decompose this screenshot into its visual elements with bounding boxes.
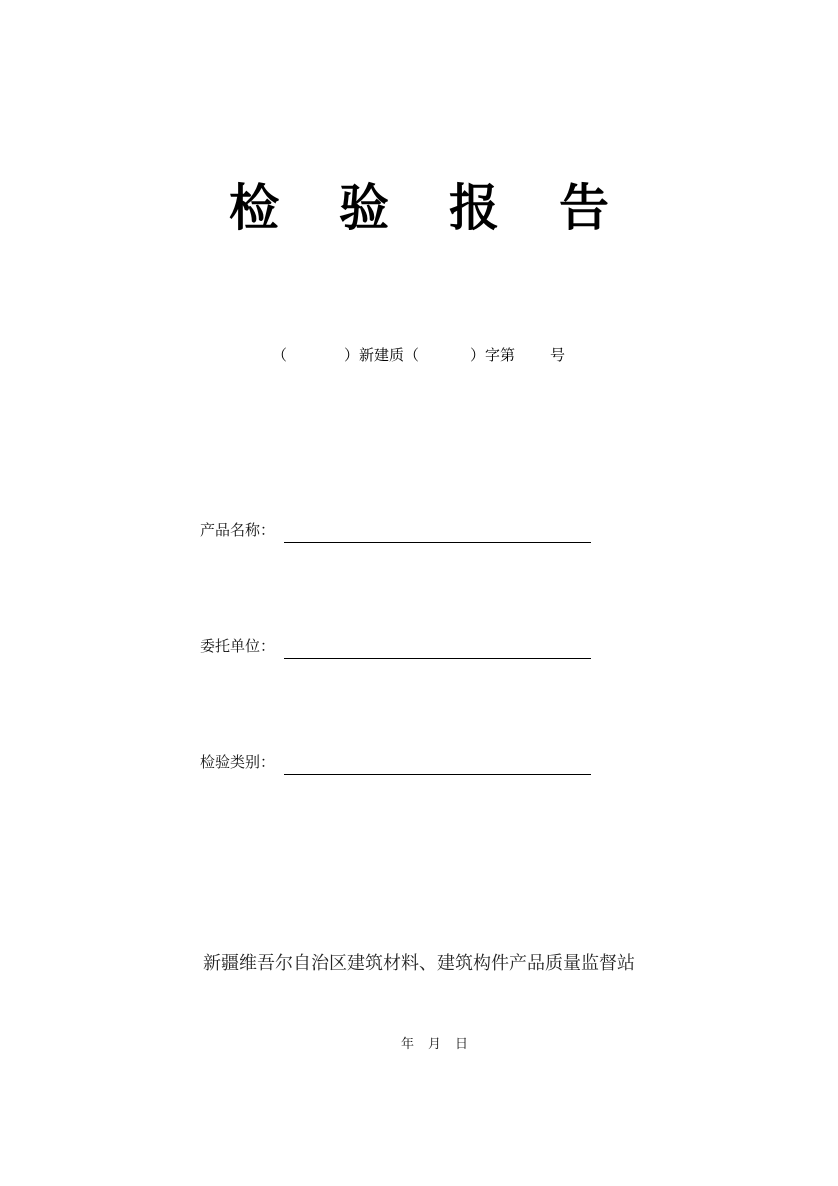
client-unit-blank	[284, 658, 591, 659]
report-number-issuer-code: ）新建质（	[344, 346, 420, 364]
date-month-label: 月	[428, 1037, 442, 1052]
report-number-serial-prefix: ）字第	[470, 346, 516, 364]
client-unit-field	[200, 635, 592, 661]
report-number-line	[0, 344, 838, 366]
issue-date	[0, 1035, 838, 1055]
issuing-organization: 新疆维吾尔自治区建筑材料、建筑构件产品质量监督站	[203, 953, 635, 974]
product-name-label: 产品名称：	[200, 521, 276, 539]
inspection-type-field	[200, 751, 592, 777]
client-unit-label: 委托单位：	[200, 637, 276, 655]
product-name-blank	[284, 542, 591, 543]
title-char: 验	[339, 178, 389, 237]
inspection-type-label: 检验类别：	[200, 753, 276, 771]
title-char: 检	[229, 178, 279, 237]
title-char: 告	[559, 178, 609, 237]
date-day-label: 日	[455, 1037, 469, 1052]
report-number-open-paren: （	[272, 346, 288, 364]
inspection-type-blank	[284, 774, 591, 775]
product-name-field	[200, 519, 592, 545]
report-number-suffix: 号	[550, 346, 566, 364]
report-title	[0, 178, 838, 238]
date-year-label: 年	[401, 1037, 415, 1052]
title-char: 报	[449, 178, 499, 237]
